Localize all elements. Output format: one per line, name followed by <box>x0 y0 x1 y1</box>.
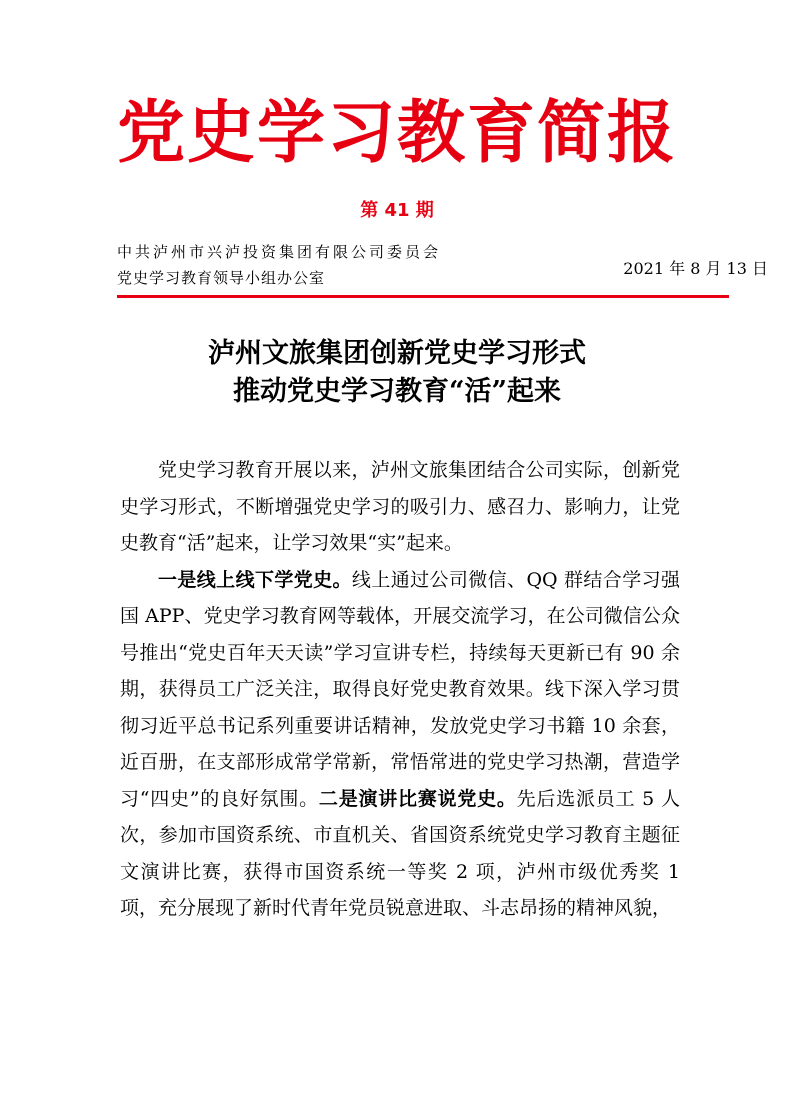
red-divider <box>117 295 729 298</box>
issue-date: 2021 年 8 月 13 日 <box>623 259 768 278</box>
issuer-office: 党史学习教育领导小组办公室 <box>117 269 326 287</box>
article-headline-line1: 泸州文旅集团创新党史学习形式 <box>208 338 586 369</box>
issue-number: 第 41 期 <box>360 200 434 221</box>
point1-text: 线上通过公司微信、QQ 群结合学习强国 APP、党史学习教育网等载体，开展交流学习，在公司微信公众号推出“党史百年天天读”学习宣讲专栏，持续每天更新已有 90 余期，获得员工广泛关注，取得良好党史教育效果。线下深入学习贯彻习近平总书记系列重要讲话精神，发放党史学习书籍 10 余套，近百册，在支部形成常学常新，常悟常进的党史学习热潮，营造学习“四史”的良好氛围。 <box>120 568 680 810</box>
point1-heading: 一是线上线下学党史。 <box>158 568 352 591</box>
article-body <box>120 452 680 927</box>
point2-text: 先后选派员工 5 人次，参加市国资系统、市直机关、省国资系统党史学习教育主题征文演讲比赛，获得市国资系统一等奖 2 项，泸州市级优秀奖 1 项，充分展现了新时代青年党员锐意进取、斗志昂扬的精神风貌， <box>120 787 680 919</box>
intro-paragraph: 党史学习教育开展以来，泸州文旅集团结合公司实际，创新党史学习形式，不断增强党史学习的吸引力、感召力、影响力，让党史教育“活”起来，让学习效果“实”起来。 <box>120 459 680 554</box>
masthead-title: 党史学习教育简报 <box>116 93 677 173</box>
issuer-organization: 中共泸州市兴泸投资集团有限公司委员会 <box>117 243 442 261</box>
point2-heading: 二是演讲比赛说党史。 <box>318 787 517 810</box>
article-headline-line2: 推动党史学习教育“活”起来 <box>232 376 562 407</box>
points-paragraph <box>120 562 680 927</box>
